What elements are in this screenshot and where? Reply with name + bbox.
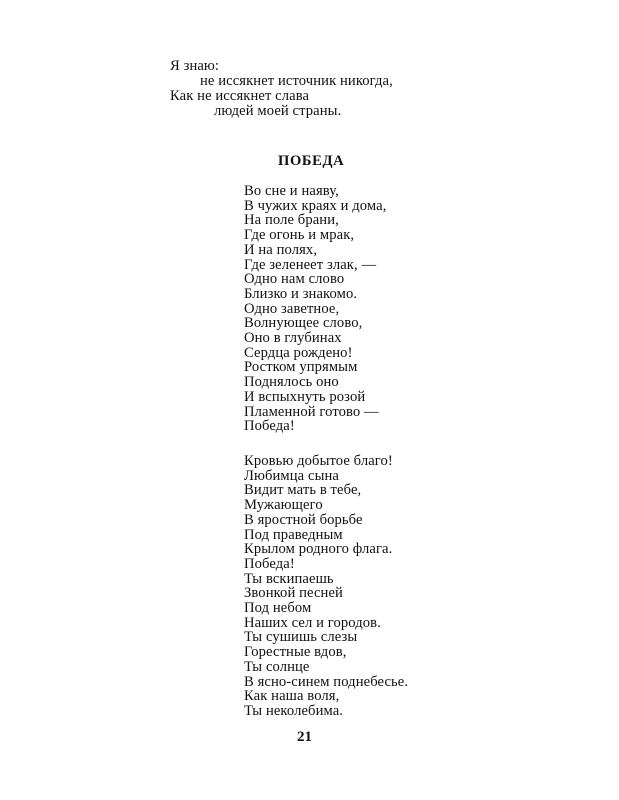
poem-line: Звонкой песней [244, 585, 343, 602]
poem-line: И вспыхнуть розой [244, 388, 366, 405]
poem-line: Как наша воля, [244, 688, 340, 705]
poem-line: Наших сел и городов. [244, 614, 381, 631]
poem-line: Ростком упрямым [244, 359, 358, 376]
poem-line: Горестные вдов, [244, 644, 347, 661]
stanza-2 [244, 454, 408, 719]
poem-line: Волнующее слово, [244, 315, 363, 332]
poem-line: Мужающего [244, 497, 323, 514]
poem-line: Под небом [244, 600, 312, 617]
poem-line: В яростной борьбе [244, 511, 363, 528]
poem-line: Где огонь и мрак, [244, 227, 355, 244]
poem-line: Где зеленеет злак, — [244, 256, 377, 273]
poem-line: Любимца сына [244, 467, 339, 484]
poem-line: Одно заветное, [244, 300, 340, 317]
poem-line: Одно нам слово [244, 271, 345, 288]
poem-title: ПОБЕДА [278, 153, 345, 169]
intro-line: не иссякнет источник никогда, [200, 73, 393, 89]
poem-line: Ты вскипаешь [244, 570, 334, 587]
poem-line: Видит мать в тебе, [244, 482, 362, 499]
poem-line: Пламенной готово — [244, 403, 379, 420]
poem-line: Ты солнце [244, 658, 310, 675]
page-number: 21 [297, 729, 312, 745]
poem-line: Оно в глубинах [244, 330, 342, 347]
poem-line: Поднялось оно [244, 374, 339, 391]
poem-line: Кровью добытое благо! [244, 453, 393, 469]
poem-line: Близко и знакомо. [244, 285, 358, 302]
poem-line: Ты сушишь слезы [244, 629, 358, 646]
intro-line: Я знаю: [170, 58, 220, 74]
poem-line: В ясно-синем поднебесье. [244, 673, 409, 690]
poem-line: Под праведным [244, 526, 343, 543]
intro-line: людей моей страны. [214, 103, 342, 119]
poem-line: Крылом родного флага. [244, 541, 393, 558]
poem-line: И на полях, [244, 241, 318, 258]
poem-line: На поле брани, [244, 212, 339, 229]
poem-line: Во сне и наяву, [244, 183, 339, 199]
intro-line: Как не иссякнет слава [170, 88, 310, 104]
poem-line: Победа! [244, 555, 295, 572]
stanza-1 [244, 184, 386, 434]
poem-line: Победа! [244, 418, 295, 435]
poem-line: В чужих краях и дома, [244, 197, 387, 214]
poem-line: Сердца рождено! [244, 344, 353, 361]
poem-line: Ты неколебима. [244, 702, 344, 719]
